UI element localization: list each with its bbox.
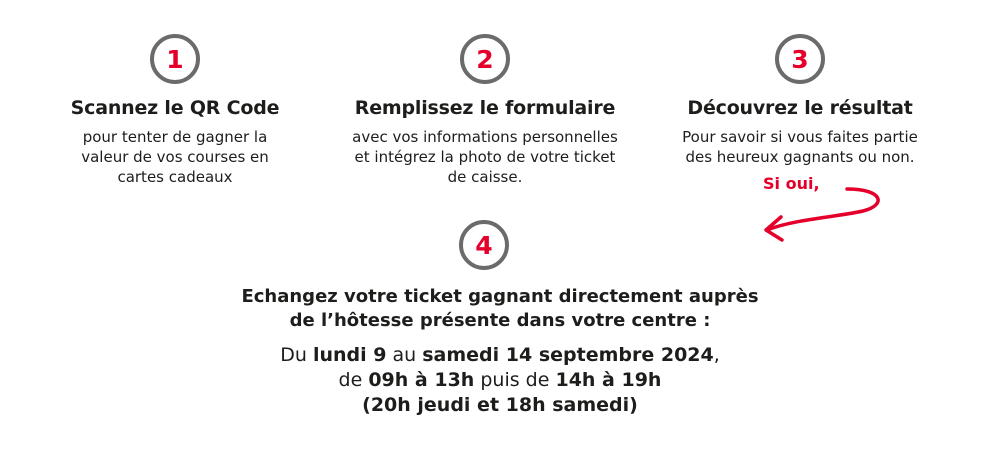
hours-text: puis de (474, 369, 556, 391)
step-description: avec vos informations personnelles et intégrez la photo de votre ticket de caisse. (352, 128, 618, 186)
morning-hours: 09h à 13h (368, 369, 475, 391)
dates-text: , (713, 344, 720, 366)
start-day: lundi 9 (312, 344, 387, 366)
step-title: Découvrez le résultat (687, 97, 913, 119)
step-1 (25, 34, 325, 187)
step-4 (100, 285, 900, 418)
event-dates (100, 343, 900, 418)
step-number-badge: 3 (775, 34, 825, 84)
step-number-badge: 2 (460, 34, 510, 84)
step-2 (335, 34, 635, 187)
dates-line-1 (100, 343, 900, 368)
step-number-badge: 1 (150, 34, 200, 84)
si-oui-label: Si oui, (763, 174, 820, 193)
step-description: Pour savoir si vous faites partie des heureux gagnants ou non. (682, 128, 918, 166)
dates-text: Du (280, 344, 313, 366)
dates-line-2 (100, 368, 900, 393)
afternoon-hours: 14h à 19h (555, 369, 662, 391)
curved-arrow-icon (755, 175, 895, 255)
step-title: Remplissez le formulaire (354, 97, 616, 119)
step-number-badge: 4 (459, 220, 509, 270)
hours-text: de (338, 369, 369, 391)
step-description: pour tenter de gagner la valeur de vos courses en cartes cadeaux (81, 128, 269, 186)
step-4-lead: Echangez votre ticket gagnant directement auprès de l’hôtesse présente dans votre centre : (241, 286, 759, 331)
step-title: Scannez le QR Code (70, 97, 280, 119)
step-3 (650, 34, 950, 167)
dates-text: au (386, 344, 423, 366)
end-date: samedi 14 septembre 2024 (422, 344, 714, 366)
extended-hours: (20h jeudi et 18h samedi) (362, 394, 638, 416)
